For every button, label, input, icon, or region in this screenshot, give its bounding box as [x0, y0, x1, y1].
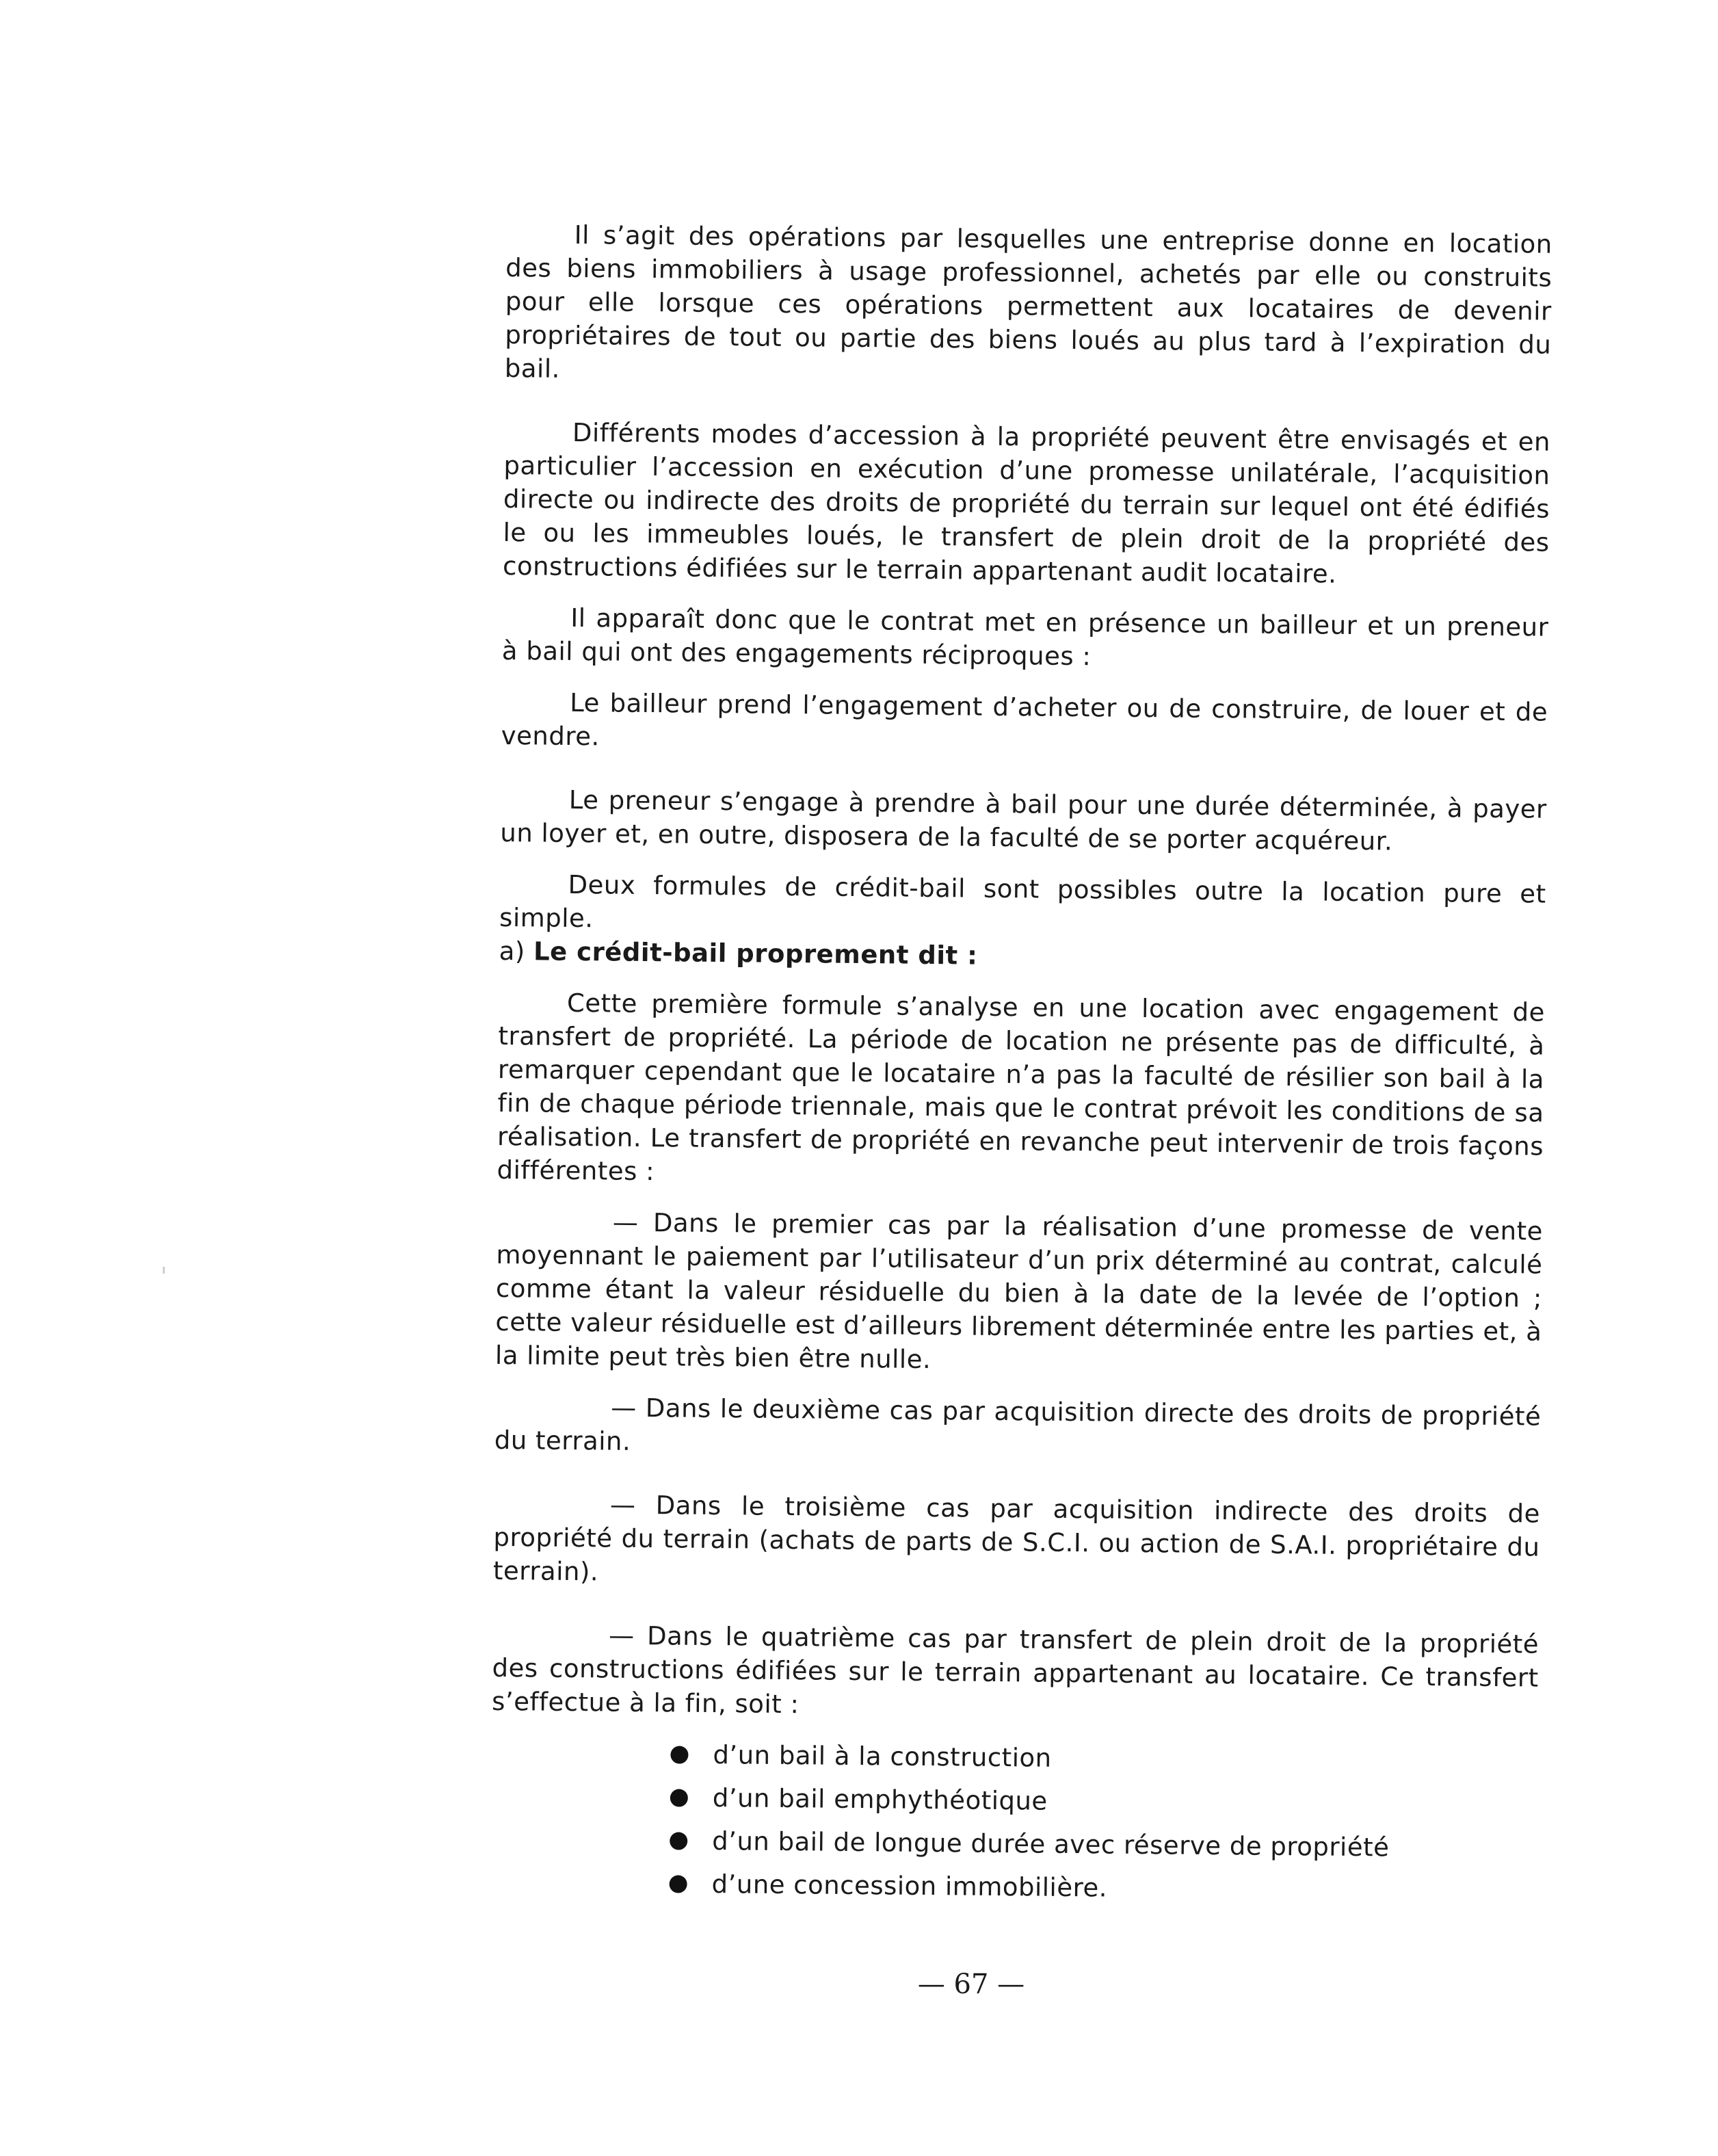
section-prefix: a) — [499, 936, 526, 967]
scan-speck — [163, 1267, 165, 1274]
paragraph-case-2: — Dans le deuxième cas par acquisition directe des droits de propriété du terrain. — [494, 1393, 1542, 1456]
paragraph-case-3: — Dans le troisième cas par acquisition indirecte des droits de propriété du terrain (achats de parts de S.C.I. ou action de S.A.I. propriétaire du terrain). — [492, 1490, 1541, 1587]
paragraph-definition: Il s’agit des opérations par lesquelles une entreprise donne en location des biens immobiliers à usage professionnel, achetés par elle ou construits pour elle lorsque ces opérations permettent aux locataires de devenir propriétaires de tout ou partie des biens loués au plus tard à l’expiration du bail. — [504, 220, 1552, 384]
paragraph-accession-modes: Différents modes d’accession à la propriété peuvent être envisagés et en particulier l’accession en exécution d’une promesse unilatérale, l’acquisition directe ou indirecte des droits de propriété du terrain sur lequel ont été édifiés le ou les immeubles loués, le transfert de plein droit de la propriété des constructions édifiées sur le terrain appartenant audit locataire. — [502, 417, 1551, 589]
bullet-icon — [670, 1746, 688, 1763]
paragraph-first-formula: Cette première formule s’analyse en une location avec engagement de transfert de propriété. La période de location ne présente pas de difficulté, à remarquer cependant que le locataire n’a pas la faculté de résilier son bail à la fin de chaque période triennale, mais que le contrat prévoit les conditions de sa réalisation. Le transfert de propriété en revanche peut intervenir de trois façons différentes : — [497, 988, 1546, 1187]
list-item-text: d’un bail à la construction — [713, 1740, 1052, 1773]
list-item-text: d’un bail de longue durée avec réserve de propriété — [712, 1826, 1390, 1863]
page-number: — 67 — — [917, 1969, 1025, 2000]
paragraph-contract-parties: Il apparaît donc que le contrat met en présence un bailleur et un preneur à bail qui ont des engagements réciproques : — [501, 603, 1549, 672]
body-text — [490, 218, 1552, 1919]
list-item-text: d’une concession immobilière. — [711, 1869, 1108, 1903]
list-item — [670, 1824, 1537, 1865]
bullet-icon — [670, 1789, 688, 1806]
paragraph-two-formulas: Deux formules de crédit-bail sont possibles outre la location pure et simple. — [499, 869, 1546, 934]
paragraph-case-1: — Dans le premier cas par la réalisation d’une promesse de vente moyennant le paiement par l’utilisateur d’un prix déterminé au contrat, calculé comme étant la valeur résiduelle du bien à la date de la levée de l’option ; cette valeur résiduelle est d’ailleurs librement déterminée entre les parties et, à la limite peut très bien être nulle. — [494, 1207, 1544, 1375]
bullet-icon — [670, 1832, 687, 1850]
list-item — [670, 1737, 1537, 1779]
section-title: Le crédit-bail proprement dit : — [533, 936, 978, 971]
list-item — [670, 1780, 1537, 1822]
list-item — [669, 1867, 1536, 1908]
paragraph-preneur: Le preneur s’engage à prendre à bail pour une durée déterminée, à payer un loyer et, en outre, disposera de la faculté de se porter acquéreur. — [500, 785, 1547, 856]
bullet-icon — [669, 1875, 687, 1893]
bullet-list — [490, 1736, 1537, 1909]
list-item-text: d’un bail emphythéotique — [712, 1783, 1048, 1816]
paragraph-case-4: — Dans le quatrième cas par transfert de plein droit de la propriété des constructions édifiées sur le terrain appartenant au locataire. Ce transfert s’effectue à la fin, soit : — [491, 1620, 1539, 1720]
paragraph-bailleur: Le bailleur prend l’engagement d’acheter ou de construire, de louer et de vendre. — [501, 687, 1548, 752]
